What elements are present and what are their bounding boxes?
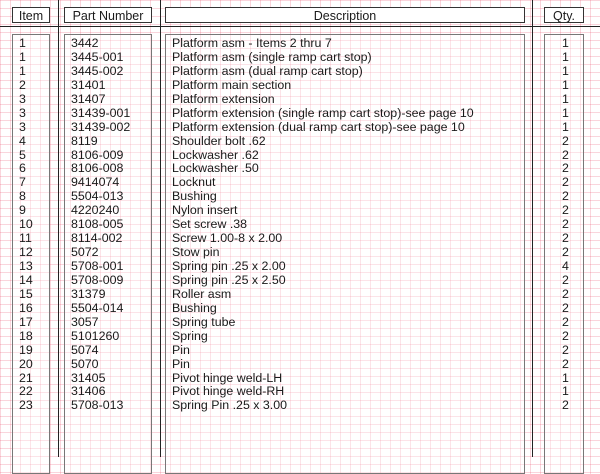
- item-cell: 12: [19, 245, 33, 260]
- table-row: [0, 51, 600, 65]
- description-cell: Platform main section: [172, 77, 292, 92]
- item-cell: 1: [19, 36, 26, 50]
- qty-cell: 1: [562, 91, 569, 106]
- item-cell: 7: [19, 175, 26, 190]
- item-cell: 15: [19, 286, 33, 301]
- part-number-cell: 5504-014: [71, 300, 124, 315]
- part-number-cell: 8119: [71, 133, 98, 148]
- qty-cell: 2: [562, 300, 569, 315]
- description-cell: Shoulder bolt .62: [172, 133, 266, 148]
- description-cell: Spring: [172, 328, 208, 343]
- part-number-cell: 31406: [71, 384, 106, 399]
- table-row: [0, 37, 600, 51]
- table-row: [0, 385, 600, 399]
- qty-cell: 4: [562, 259, 569, 273]
- description-cell: Locknut: [172, 175, 216, 190]
- part-number-cell: 8106-009: [71, 147, 124, 162]
- table-row: [0, 204, 600, 218]
- qty-cell: 1: [562, 105, 569, 120]
- table-row: [0, 190, 600, 204]
- qty-cell: 2: [562, 203, 569, 218]
- table-row: [0, 162, 600, 176]
- qty-cell: 2: [562, 217, 569, 232]
- item-cell: 11: [19, 231, 32, 246]
- description-cell: Spring pin .25 x 2.50: [172, 272, 286, 287]
- qty-cell: 2: [562, 189, 569, 204]
- description-cell: Platform asm - Items 2 thru 7: [172, 36, 332, 50]
- header-part-number: Part Number: [64, 7, 152, 23]
- table-row: [0, 246, 600, 260]
- header-rule: [0, 26, 600, 27]
- table-row: [0, 149, 600, 163]
- table-row: [0, 344, 600, 358]
- part-number-cell: 31439-002: [71, 119, 131, 134]
- part-number-cell: 31379: [71, 286, 106, 301]
- table-row: [0, 65, 600, 79]
- item-cell: 5: [19, 147, 26, 162]
- item-cell: 23: [19, 398, 33, 413]
- qty-cell: 2: [562, 161, 569, 176]
- table-row: [0, 176, 600, 190]
- item-cell: 19: [19, 342, 33, 357]
- item-cell: 2: [19, 77, 26, 92]
- description-cell: Platform asm (dual ramp cart stop): [172, 63, 363, 78]
- table-row: [0, 399, 600, 413]
- item-cell: 10: [19, 217, 33, 232]
- table-row: [0, 358, 600, 372]
- part-number-cell: 3442: [71, 36, 99, 50]
- part-number-cell: 31401: [71, 77, 106, 92]
- table-row: [0, 274, 600, 288]
- part-number-cell: 3445-002: [71, 63, 124, 78]
- table-row: [0, 316, 600, 330]
- part-number-cell: 5101260: [71, 328, 120, 343]
- item-cell: 3: [19, 105, 26, 120]
- part-number-cell: 5504-013: [71, 189, 124, 204]
- item-cell: 22: [19, 384, 33, 399]
- part-number-cell: 8114-002: [71, 231, 123, 246]
- item-cell: 20: [19, 356, 33, 371]
- qty-cell: 1: [562, 384, 569, 399]
- qty-cell: 2: [562, 286, 569, 301]
- part-number-cell: 5072: [71, 245, 99, 260]
- qty-cell: 2: [562, 356, 569, 371]
- qty-cell: 2: [562, 147, 569, 162]
- item-cell: 18: [19, 328, 33, 343]
- item-cell: 8: [19, 189, 26, 204]
- qty-cell: 2: [562, 175, 569, 190]
- item-cell: 21: [19, 370, 33, 385]
- item-cell: 1: [19, 63, 26, 78]
- qty-cell: 2: [562, 342, 569, 357]
- description-cell: Spring Pin .25 x 3.00: [172, 398, 288, 413]
- description-cell: Platform extension (dual ramp cart stop)-see page 10: [172, 119, 465, 134]
- description-cell: Bushing: [172, 189, 217, 204]
- part-number-cell: 3057: [71, 314, 99, 329]
- qty-cell: 2: [562, 314, 569, 329]
- table-row: [0, 79, 600, 93]
- part-number-cell: 5708-013: [71, 398, 124, 413]
- part-number-cell: 5708-001: [71, 259, 124, 273]
- part-number-cell: 31407: [71, 91, 106, 106]
- description-cell: Spring pin .25 x 2.00: [172, 259, 286, 273]
- qty-cell: 1: [562, 49, 569, 64]
- qty-cell: 1: [562, 119, 569, 134]
- description-cell: Lockwasher .50: [172, 161, 259, 176]
- description-cell: Roller asm: [172, 286, 232, 301]
- part-number-cell: 9414074: [71, 175, 120, 190]
- parts-table-body: [0, 37, 600, 413]
- header-item: Item: [12, 7, 50, 23]
- qty-cell: 2: [562, 245, 569, 260]
- description-cell: Screw 1.00-8 x 2.00: [172, 231, 283, 246]
- part-number-cell: 3445-001: [71, 49, 124, 64]
- part-number-cell: 8108-005: [71, 217, 124, 232]
- table-row: [0, 135, 600, 149]
- table-row: [0, 372, 600, 386]
- qty-cell: 2: [562, 328, 569, 343]
- description-cell: Platform extension (single ramp cart stop)-see page 10: [172, 105, 474, 120]
- qty-cell: 2: [562, 133, 569, 148]
- item-cell: 13: [19, 259, 33, 273]
- table-row: [0, 107, 600, 121]
- qty-cell: 1: [562, 63, 569, 78]
- header-qty: Qty.: [544, 7, 584, 23]
- table-row: [0, 330, 600, 344]
- part-number-cell: 4220240: [71, 203, 120, 218]
- part-number-cell: 31405: [71, 370, 106, 385]
- table-row: [0, 232, 600, 246]
- table-row: [0, 93, 600, 107]
- description-cell: Pin: [172, 356, 190, 371]
- item-cell: 17: [19, 314, 33, 329]
- item-cell: 3: [19, 91, 26, 106]
- header-description: Description: [165, 7, 525, 23]
- qty-cell: 2: [562, 398, 569, 413]
- item-cell: 9: [19, 203, 26, 218]
- description-cell: Set screw .38: [172, 217, 248, 232]
- item-cell: 16: [19, 300, 33, 315]
- table-row: [0, 302, 600, 316]
- qty-cell: 1: [562, 36, 569, 50]
- description-cell: Stow pin: [172, 245, 220, 260]
- description-cell: Lockwasher .62: [172, 147, 259, 162]
- description-cell: Pivot hinge weld-RH: [172, 384, 285, 399]
- part-number-cell: 8106-008: [71, 161, 124, 176]
- item-cell: 3: [19, 119, 26, 134]
- description-cell: Spring tube: [172, 314, 236, 329]
- item-cell: 4: [19, 133, 26, 148]
- item-cell: 14: [19, 272, 33, 287]
- table-row: [0, 260, 600, 274]
- item-cell: 6: [19, 161, 26, 176]
- table-row: [0, 121, 600, 135]
- description-cell: Bushing: [172, 300, 217, 315]
- qty-cell: 1: [562, 77, 569, 92]
- part-number-cell: 5708-009: [71, 272, 124, 287]
- qty-cell: 2: [562, 272, 569, 287]
- part-number-cell: 31439-001: [71, 105, 131, 120]
- description-cell: Pin: [172, 342, 190, 357]
- description-cell: Nylon insert: [172, 203, 238, 218]
- qty-cell: 2: [562, 231, 569, 246]
- description-cell: Pivot hinge weld-LH: [172, 370, 283, 385]
- description-cell: Platform asm (single ramp cart stop): [172, 49, 372, 64]
- description-cell: Platform extension: [172, 91, 275, 106]
- table-row: [0, 218, 600, 232]
- part-number-cell: 5070: [71, 356, 99, 371]
- part-number-cell: 5074: [71, 342, 99, 357]
- qty-cell: 1: [562, 370, 569, 385]
- table-row: [0, 288, 600, 302]
- item-cell: 1: [19, 49, 26, 64]
